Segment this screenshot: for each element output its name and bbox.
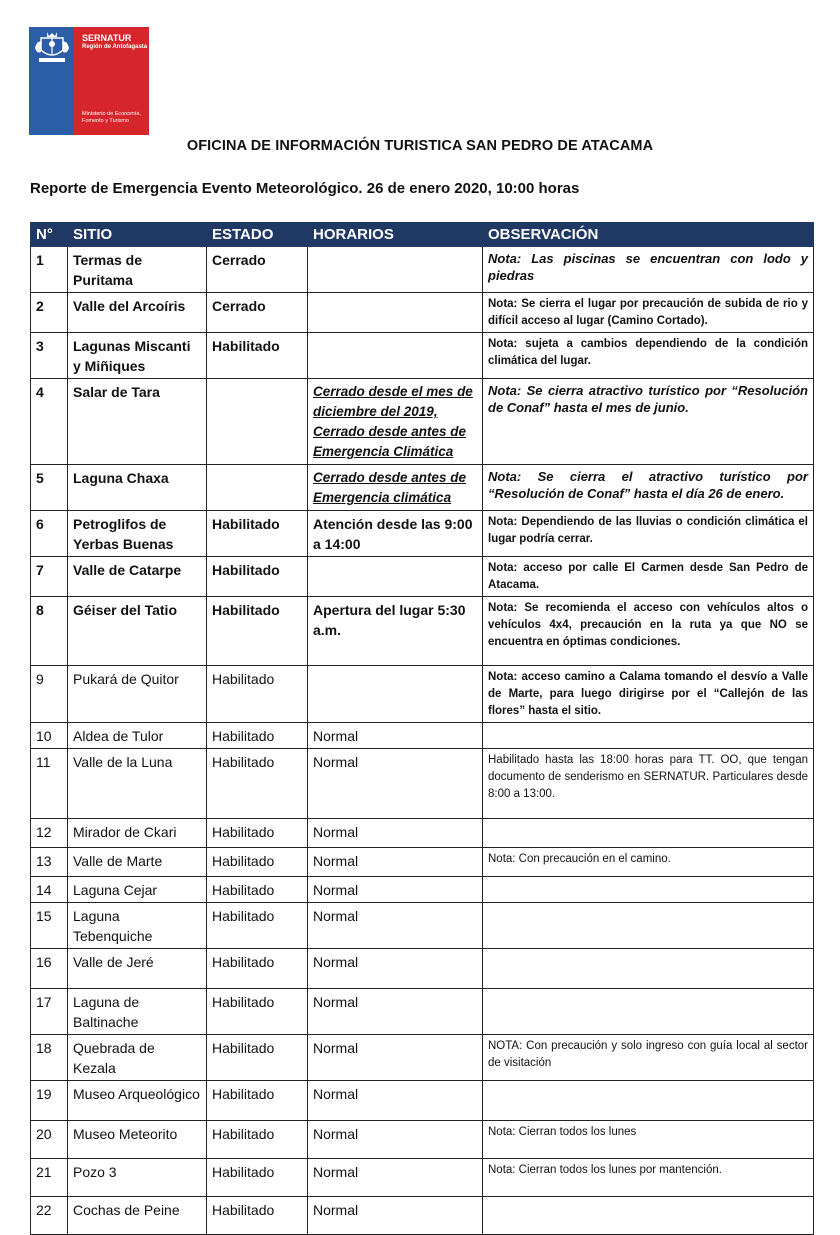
table-row [31,989,814,1035]
logo-ministry: Ministerio de Economía, Fomento y Turismo [82,111,141,124]
cell-number: 9 [31,666,68,723]
cell-site: Museo Arqueológico [68,1081,207,1121]
cell-site: Salar de Tara [68,379,207,465]
cell-number: 22 [31,1197,68,1235]
cell-observation: Nota: sujeta a cambios dependiendo de la condición climática del lugar. [483,333,814,379]
cell-number: 14 [31,877,68,903]
cell-number: 19 [31,1081,68,1121]
cell-number: 5 [31,465,68,511]
col-header-status: ESTADO [207,223,308,247]
cell-site: Cochas de Peine [68,1197,207,1235]
cell-number: 12 [31,819,68,848]
cell-status: Habilitado [207,333,308,379]
cell-site: Pukará de Quitor [68,666,207,723]
cell-observation [483,903,814,949]
cell-site: Géiser del Tatio [68,597,207,666]
cell-status: Habilitado [207,1035,308,1081]
table-row [31,465,814,511]
cell-status [207,379,308,465]
coat-of-arms-icon [33,30,71,64]
cell-status: Habilitado [207,723,308,749]
table-row [31,723,814,749]
cell-status: Habilitado [207,819,308,848]
table-row [31,293,814,333]
table-row [31,949,814,989]
table-row [31,877,814,903]
cell-hours: Normal [308,749,483,819]
cell-number: 11 [31,749,68,819]
cell-observation [483,1197,814,1235]
table-row [31,1197,814,1235]
cell-number: 1 [31,247,68,293]
cell-site: Quebrada de Kezala [68,1035,207,1081]
cell-status: Habilitado [207,749,308,819]
cell-observation: Habilitado hasta las 18:00 horas para TT. OO, que tengan documento de senderismo en SERNATUR. Particulares desde 8:00 a 13:00. [483,749,814,819]
sernatur-logo [29,27,149,135]
cell-hours: Normal [308,949,483,989]
cell-hours: Normal [308,1035,483,1081]
cell-site: Valle de Jeré [68,949,207,989]
cell-site: Laguna Tebenquiche [68,903,207,949]
cell-status: Habilitado [207,1159,308,1197]
cell-hours: Normal [308,903,483,949]
cell-status: Habilitado [207,557,308,597]
cell-number: 18 [31,1035,68,1081]
cell-hours: Normal [308,1121,483,1159]
cell-hours: Apertura del lugar 5:30 a.m. [308,597,483,666]
cell-status: Habilitado [207,597,308,666]
table-row [31,666,814,723]
cell-observation: Nota: Cierran todos los lunes por mantención. [483,1159,814,1197]
report-subtitle: Reporte de Emergencia Evento Meteorológico. 26 de enero 2020, 10:00 horas [30,180,580,197]
cell-hours: Atención desde las 9:00 a 14:00 [308,511,483,557]
table-row [31,848,814,877]
cell-status: Habilitado [207,989,308,1035]
cell-site: Valle del Arcoíris [68,293,207,333]
cell-status: Habilitado [207,1121,308,1159]
cell-hours: Normal [308,1081,483,1121]
cell-status: Cerrado [207,247,308,293]
cell-observation: Nota: Se recomienda el acceso con vehículos altos o vehículos 4x4, precaución en la ruta ya que NO se encuentra en óptimas condiciones. [483,597,814,666]
cell-observation: Nota: Dependiendo de las lluvias o condición climática el lugar podría cerrar. [483,511,814,557]
col-header-hours: HORARIOS [308,223,483,247]
col-header-number: N° [31,223,68,247]
cell-site: Laguna Cejar [68,877,207,903]
table-row [31,1121,814,1159]
table-row [31,1159,814,1197]
cell-observation: Nota: Se cierra el lugar por precaución de subida de rio y difícil acceso al lugar (Camino Cortado). [483,293,814,333]
cell-hours: Normal [308,819,483,848]
page-title: OFICINA DE INFORMACIÓN TURISTICA SAN PEDRO DE ATACAMA [186,138,654,154]
cell-status: Habilitado [207,1197,308,1235]
cell-hours: Normal [308,1197,483,1235]
cell-number: 16 [31,949,68,989]
table-row [31,379,814,465]
cell-site: Valle de la Luna [68,749,207,819]
table-row [31,597,814,666]
table-row [31,1035,814,1081]
cell-number: 3 [31,333,68,379]
cell-observation: Nota: Las piscinas se encuentran con lodo y piedras [483,247,814,293]
cell-number: 2 [31,293,68,333]
cell-hours [308,557,483,597]
cell-status: Habilitado [207,666,308,723]
table-row [31,333,814,379]
cell-hours: Normal [308,877,483,903]
cell-hours: Cerrado desde antes de Emergencia climática [308,465,483,511]
table-row [31,511,814,557]
cell-site: Laguna Chaxa [68,465,207,511]
cell-site: Aldea de Tulor [68,723,207,749]
cell-number: 21 [31,1159,68,1197]
cell-hours: Cerrado desde el mes de diciembre del 2019, Cerrado desde antes de Emergencia Climática [308,379,483,465]
cell-observation [483,1081,814,1121]
cell-observation [483,989,814,1035]
cell-hours [308,333,483,379]
table-row [31,749,814,819]
cell-observation: Nota: acceso camino a Calama tomando el desvío a Valle de Marte, para luego dirigirse por el “Callejón de las flores” hasta el sitio. [483,666,814,723]
cell-site: Pozo 3 [68,1159,207,1197]
cell-hours [308,666,483,723]
table-row [31,557,814,597]
cell-site: Lagunas Miscanti y Miñiques [68,333,207,379]
cell-site: Mirador de Ckari [68,819,207,848]
table-row [31,247,814,293]
cell-status: Habilitado [207,949,308,989]
cell-number: 20 [31,1121,68,1159]
cell-hours [308,293,483,333]
cell-number: 8 [31,597,68,666]
cell-site: Museo Meteorito [68,1121,207,1159]
cell-number: 13 [31,848,68,877]
cell-status: Habilitado [207,511,308,557]
cell-site: Laguna de Baltinache [68,989,207,1035]
cell-hours: Normal [308,989,483,1035]
cell-observation: Nota: Se cierra atractivo turístico por “Resolución de Conaf” hasta el mes de junio. [483,379,814,465]
cell-status: Habilitado [207,1081,308,1121]
cell-status [207,465,308,511]
table-row [31,819,814,848]
table-row [31,1081,814,1121]
cell-number: 7 [31,557,68,597]
cell-site: Termas de Puritama [68,247,207,293]
cell-site: Valle de Catarpe [68,557,207,597]
cell-observation: NOTA: Con precaución y solo ingreso con guía local al sector de visitación [483,1035,814,1081]
table-body [31,247,814,1235]
cell-observation [483,819,814,848]
emergency-report-table [30,222,814,1235]
cell-status: Habilitado [207,877,308,903]
cell-observation: Nota: Se cierra el atractivo turístico por “Resolución de Conaf” hasta el día 26 de enero. [483,465,814,511]
cell-hours: Normal [308,723,483,749]
cell-observation [483,723,814,749]
cell-observation [483,877,814,903]
cell-observation [483,949,814,989]
col-header-site: SITIO [68,223,207,247]
cell-observation: Nota: Cierran todos los lunes [483,1121,814,1159]
col-header-observation: OBSERVACIÓN [483,223,814,247]
cell-hours: Normal [308,1159,483,1197]
cell-hours [308,247,483,293]
cell-hours: Normal [308,848,483,877]
cell-status: Habilitado [207,903,308,949]
table-header-row [31,223,814,247]
table-row [31,903,814,949]
cell-observation: Nota: Con precaución en el camino. [483,848,814,877]
logo-brand: SERNATUR [82,33,132,43]
cell-number: 15 [31,903,68,949]
cell-site: Petroglifos de Yerbas Buenas [68,511,207,557]
cell-number: 17 [31,989,68,1035]
cell-observation: Nota: acceso por calle El Carmen desde San Pedro de Atacama. [483,557,814,597]
cell-site: Valle de Marte [68,848,207,877]
cell-status: Habilitado [207,848,308,877]
cell-status: Cerrado [207,293,308,333]
logo-region: Región de Antofagasta [82,44,148,50]
cell-number: 10 [31,723,68,749]
cell-number: 4 [31,379,68,465]
cell-number: 6 [31,511,68,557]
